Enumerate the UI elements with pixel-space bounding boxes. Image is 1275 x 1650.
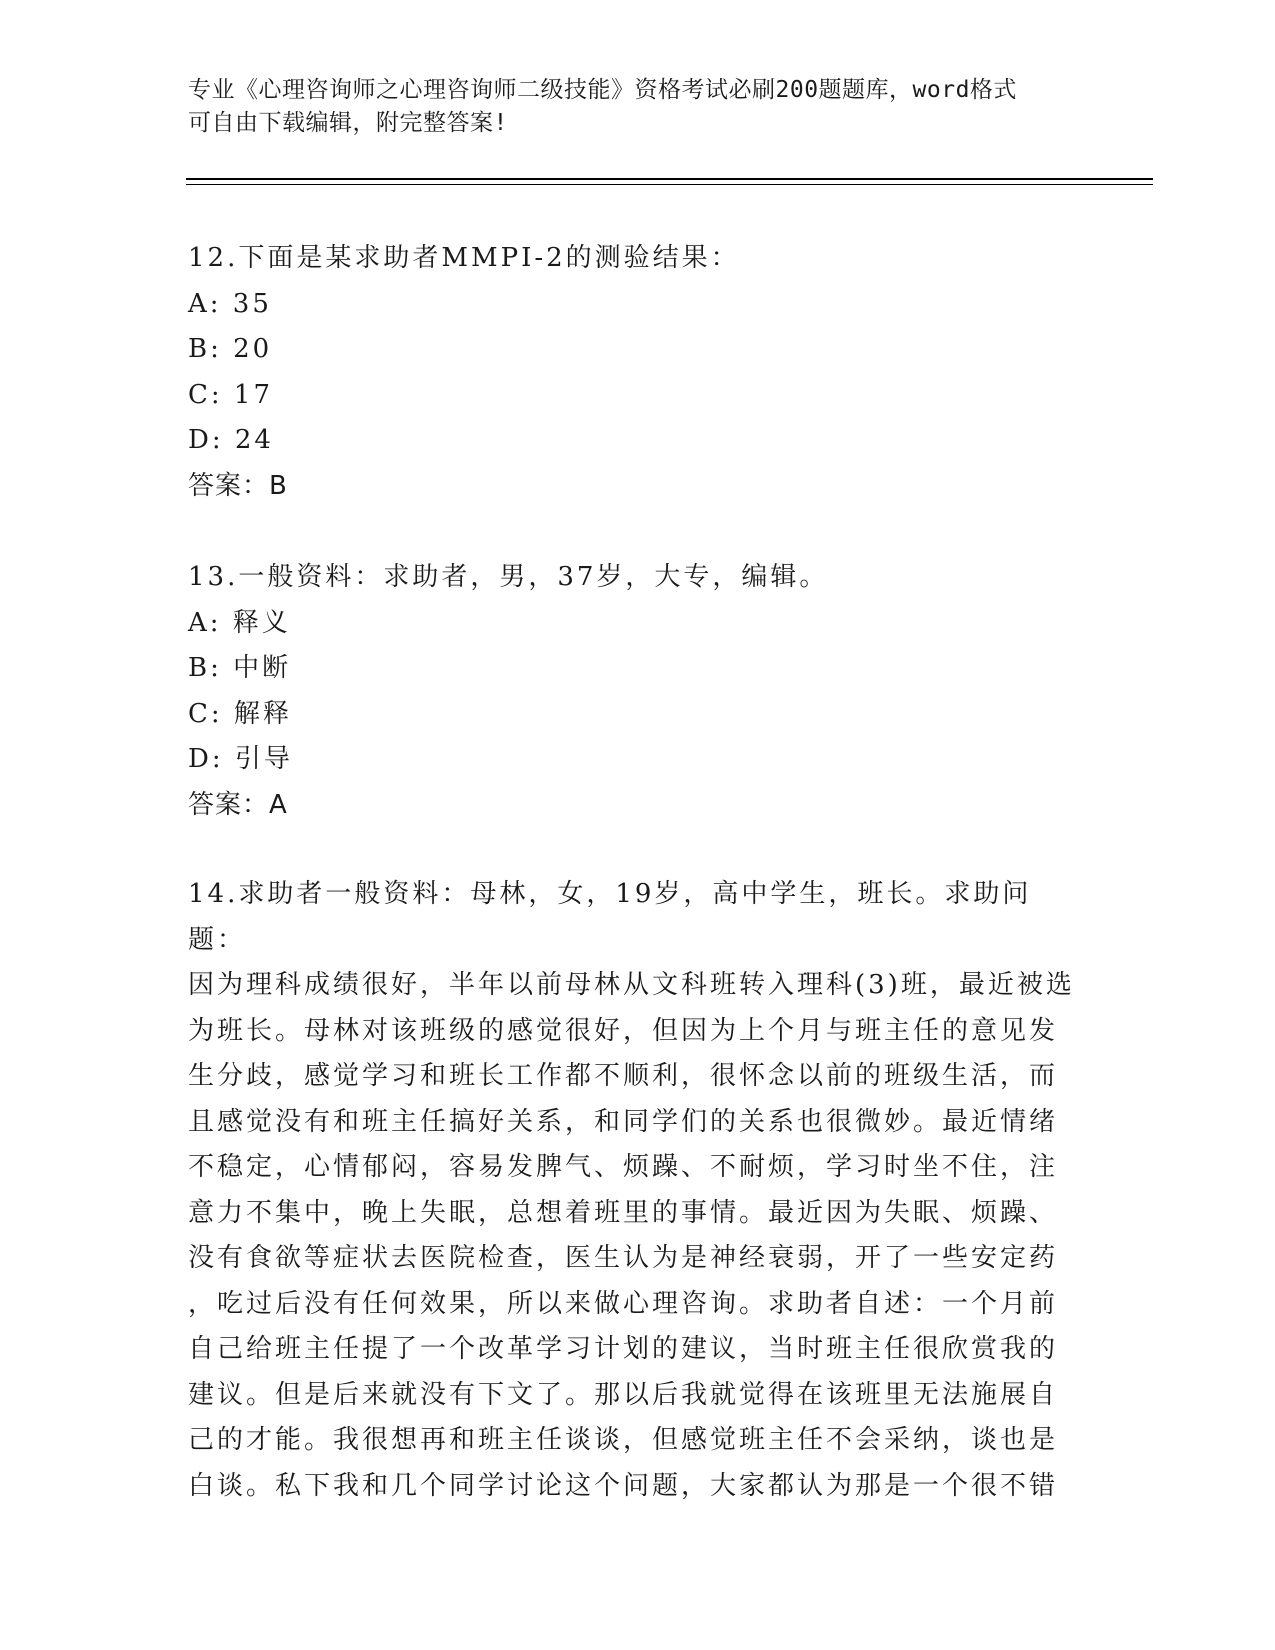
question-line: 建议。但是后来就没有下文了。那以后我就觉得在该班里无法施展自 [188, 1379, 1059, 1410]
option-b: B: 中断 [188, 653, 292, 683]
question-text: 13.一般资料：求助者，男，37岁，大专，编辑。 [188, 562, 829, 592]
header-line-2: 可自由下载编辑，附完整答案! [188, 110, 508, 136]
question-line: 为班长。母林对该班级的感觉很好，但因为上个月与班主任的意见发 [188, 1015, 1059, 1046]
question-line: 不稳定，心情郁闷，容易发脾气、烦躁、不耐烦，学习时坐不住，注 [188, 1152, 1059, 1182]
question-line: 自己给班主任提了一个改革学习计划的建议，当时班主任很欣赏我的 [188, 1334, 1059, 1364]
question-line: 没有食欲等症状去医院检查，医生认为是神经衰弱，开了一些安定药 [188, 1243, 1059, 1273]
question-14 [188, 872, 1088, 1509]
answer: 答案：A [188, 789, 288, 820]
option-d: D: 24 [188, 425, 274, 455]
question-line: ，吃过后没有任何效果，所以来做心理咨询。求助者自述：一个月前 [188, 1288, 1059, 1319]
header-line-1: 专业《心理咨询师之心理咨询师二级技能》资格考试必刷200题题库，word格式 [188, 77, 1017, 103]
question-text: 12.下面是某求助者MMPI-2的测验结果： [188, 243, 740, 273]
option-a: A: 35 [188, 288, 272, 319]
answer: 答案：B [188, 470, 288, 501]
option-b: B: 20 [188, 334, 273, 364]
question-12 [188, 236, 1088, 508]
document-header [188, 74, 1088, 140]
header-divider-thick [186, 178, 1153, 180]
question-13 [188, 555, 1088, 827]
option-d: D: 引导 [188, 744, 293, 774]
header-divider-thin [186, 184, 1153, 185]
option-a: A: 释义 [188, 607, 291, 638]
question-line: 14.求助者一般资料：母林，女，19岁，高中学生，班长。求助问题： [188, 879, 1032, 955]
question-line: 且感觉没有和班主任搞好关系，和同学们的关系也很微妙。最近情绪 [188, 1106, 1059, 1137]
question-line: 意力不集中，晚上失眠，总想着班里的事情。最近因为失眠、烦躁、 [188, 1197, 1059, 1228]
question-line: 因为理科成绩很好，半年以前母林从文科班转入理科(3)班，最近被选 [188, 970, 1075, 1000]
option-c: C: 解释 [188, 698, 292, 729]
option-c: C: 17 [188, 379, 274, 410]
question-line: 己的才能。我很想再和班主任谈谈，但感觉班主任不会采纳，谈也是 [188, 1425, 1059, 1455]
question-line: 生分歧，感觉学习和班长工作都不顺利，很怀念以前的班级生活，而 [188, 1061, 1059, 1091]
question-line: 白谈。私下我和几个同学讨论这个问题，大家都认为那是一个很不错 [188, 1470, 1059, 1501]
